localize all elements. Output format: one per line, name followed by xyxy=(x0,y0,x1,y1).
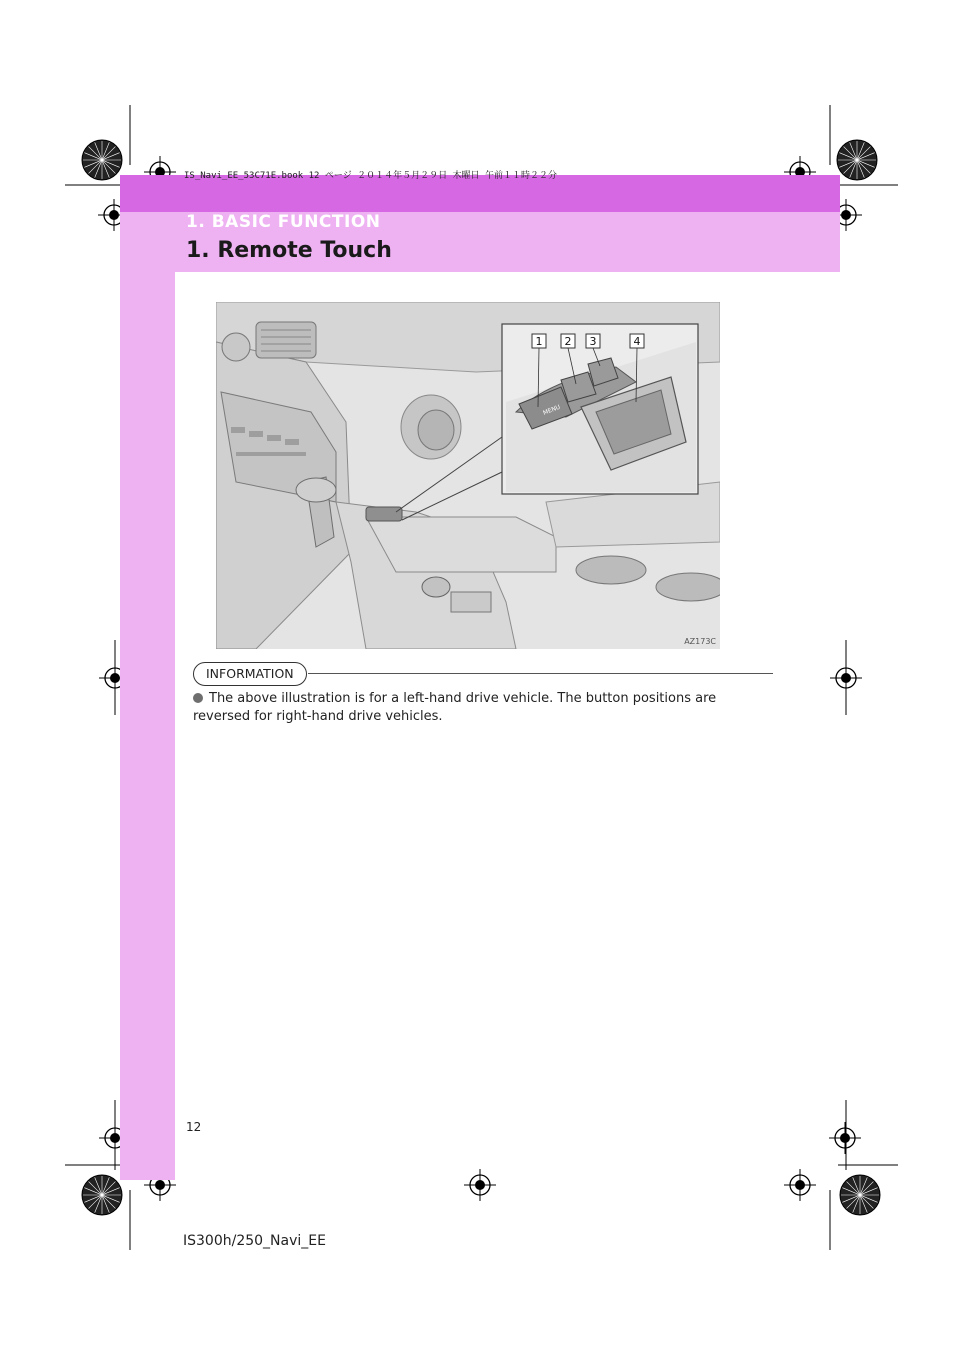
section-title: 1. BASIC FUNCTION xyxy=(186,212,381,232)
crop-mark-icon xyxy=(65,105,898,1250)
registration-mark-icon xyxy=(464,1169,496,1201)
print-meta: IS_Navi_EE_53C71E.book 12 ページ ２０１４年５月２９日 木曜日 午前１１時２２分 xyxy=(184,171,557,181)
color-wheel-icon xyxy=(837,140,877,180)
page-number: 12 xyxy=(186,1120,202,1134)
information-tag: INFORMATION xyxy=(193,662,307,686)
color-wheel-icon xyxy=(840,1175,880,1215)
information-text: The above illustration is for a left-hand drive vehicle. The button positions are reversed for right-hand drive vehicles. xyxy=(193,691,717,724)
menu-button-label: MENU xyxy=(542,403,562,417)
callout-4: 4 xyxy=(633,335,641,348)
callout-2: 2 xyxy=(564,335,572,348)
callout-1: 1 xyxy=(535,335,543,348)
page-heading: 1. Remote Touch xyxy=(186,238,392,263)
callout-3: 3 xyxy=(589,335,597,348)
footer-code: IS300h/250_Navi_EE xyxy=(183,1233,326,1249)
color-wheel-icon xyxy=(82,140,122,180)
figure-code: AZ173C xyxy=(684,637,716,646)
registration-mark-icon xyxy=(784,1169,816,1201)
bullet-icon xyxy=(193,693,203,703)
information-divider xyxy=(308,673,773,674)
information-note xyxy=(193,690,773,726)
sidebar-tab xyxy=(120,175,175,1180)
registration-mark-icon xyxy=(829,1122,861,1154)
color-wheel-icon xyxy=(82,1175,122,1215)
remote-touch-illustration xyxy=(216,302,720,649)
